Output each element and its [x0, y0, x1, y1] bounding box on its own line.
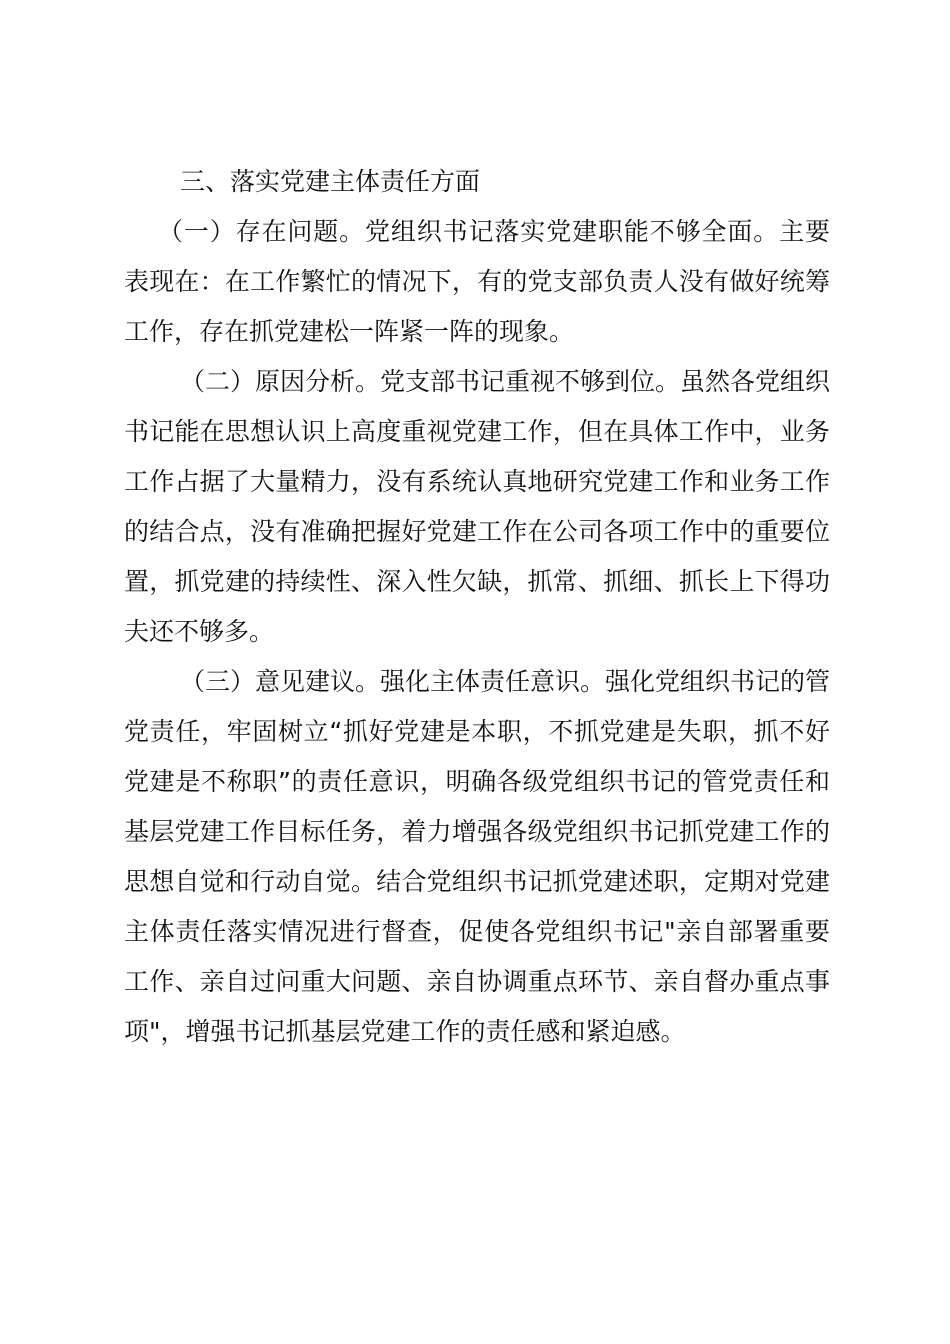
section-heading: 三、落实党建主体责任方面: [180, 167, 481, 196]
document-body: [124, 157, 830, 1057]
paragraph-problem: （一）存在问题。党组织书记落实党建职能不够全面。主要表现在：在工作繁忙的情况下，有的党支部负责人没有做好统筹工作，存在抓党建松一阵紧一阵的现象。: [124, 217, 830, 346]
paragraph-suggestion: （三）意见建议。强化主体责任意识。强化党组织书记的管党责任，牢固树立“抓好党建是本职，不抓党建是失职，抓不好党建是不称职”的责任意识，明确各级党组织书记的管党责任和基层党建工作目标任务，着力增强各级党组织书记抓党建工作的思想自觉和行动自觉。结合党组织书记抓党建述职，定期对党建主体责任落实情况进行督查，促使各党组织书记"亲自部署重要工作、亲自过问重大问题、亲自协调重点环节、亲自督办重点事项"，增强书记抓基层党建工作的责任感和紧迫感。: [124, 667, 831, 1046]
paragraph-cause-analysis: （二）原因分析。党支部书记重视不够到位。虽然各党组织书记能在思想认识上高度重视党建工作，但在具体工作中，业务工作占据了大量精力，没有系统认真地研究党建工作和业务工作的结合点，没有准确把握好党建工作在公司各项工作中的重要位置，抓党建的持续性、深入性欠缺，抓常、抓细、抓长上下得功夫还不够多。: [124, 367, 831, 646]
